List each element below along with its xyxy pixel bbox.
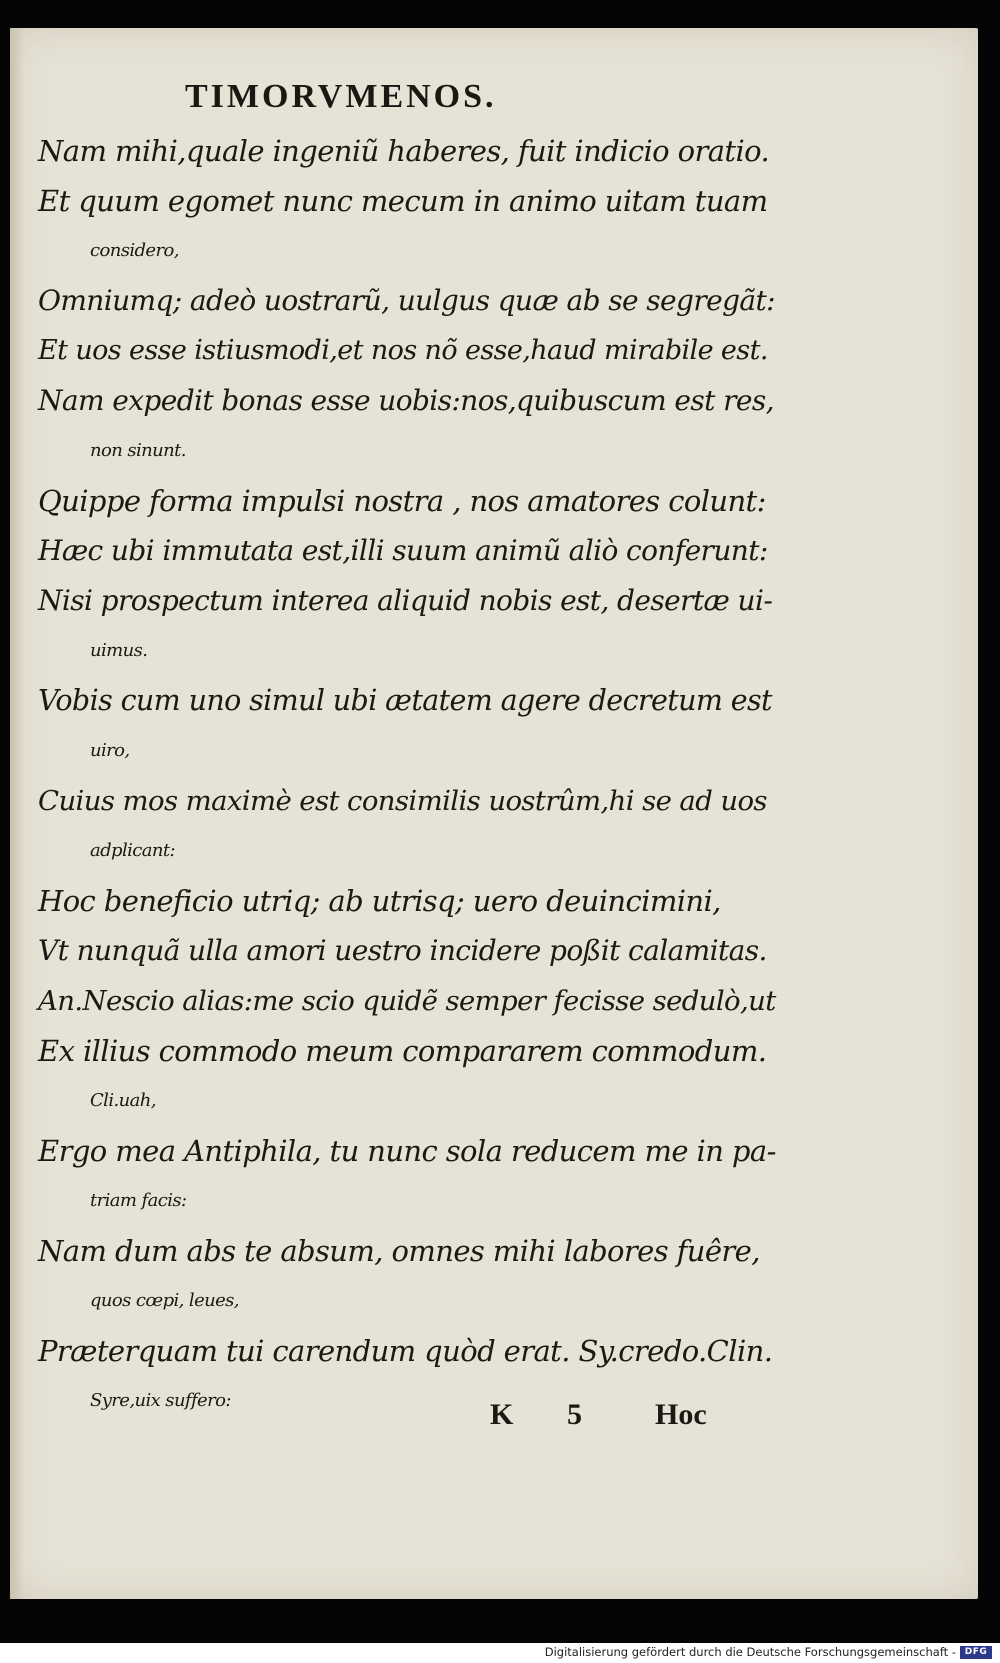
verse-line: Nam expedit bonas esse uobis:nos,quibuscum est res, <box>38 384 774 417</box>
signature-letter: K <box>490 1398 514 1431</box>
verse-line: Vt nunquã ulla amori uestro incidere poßit calamitas. <box>38 934 767 967</box>
digitization-footer <box>0 1643 1000 1663</box>
verse-line-continuation: adplicant: <box>90 840 175 861</box>
verse-line: Ex illius commodo meum compararem commodum. <box>38 1034 767 1068</box>
signature-line <box>490 1398 770 1442</box>
verse-line-continuation: Cli.uah, <box>90 1090 156 1111</box>
book-page <box>10 28 978 1599</box>
verse-line-continuation: uimus. <box>90 640 148 661</box>
verse-line-continuation: triam facis: <box>90 1190 187 1211</box>
verse-line: Hoc beneficio utriq; ab utrisq; uero deuincimini, <box>38 884 721 918</box>
verse-line: Præterquam tui carendum quòd erat. Sy.credo.Clin. <box>38 1334 773 1368</box>
page-gutter-shadow <box>10 28 24 1599</box>
verse-line: Cuius mos maximè est consimilis uostrûm,hi se ad uos <box>38 785 767 817</box>
verse-line: Vobis cum uno simul ubi ætatem agere decretum est <box>38 684 772 717</box>
signature-number: 5 <box>567 1398 582 1431</box>
verse-line: Omniumq; adeò uostrarũ, uulgus quæ ab se segregãt: <box>38 284 775 317</box>
verse-line: Et quum egomet nunc mecum in animo uitam tuam <box>38 184 768 218</box>
verse-line-continuation: uiro, <box>90 740 130 761</box>
funding-credit: Digitalisierung gefördert durch die Deutsche Forschungsgemeinschaft - <box>544 1645 956 1659</box>
catchword: Hoc <box>655 1398 707 1431</box>
dfg-logo: DFG <box>960 1646 992 1659</box>
verse-line: Ergo mea Antiphila, tu nunc sola reducem me in pa- <box>38 1134 776 1168</box>
running-head: TIMORVMENOS. <box>185 78 497 115</box>
verse-line-continuation: non sinunt. <box>90 440 186 461</box>
verse-line: Hæc ubi immutata est,illi suum animũ aliò conferunt: <box>38 534 768 567</box>
verse-line: Quippe forma impulsi nostra , nos amatores colunt: <box>38 484 766 518</box>
verse-line: Et uos esse istiusmodi,et nos nõ esse,haud mirabile est. <box>38 335 768 366</box>
verse-line: Nam dum abs te absum, omnes mihi labores fuêre, <box>38 1234 760 1268</box>
verse-line: Nam mihi,quale ingeniũ haberes, fuit indicio oratio. <box>38 134 770 168</box>
verse-line: Nisi prospectum interea aliquid nobis est, desertæ ui- <box>38 584 773 617</box>
verse-line-continuation: Syre,uix suffero: <box>90 1390 231 1411</box>
verse-line-continuation: considero, <box>90 240 179 261</box>
verse-text-block <box>38 126 778 1426</box>
verse-line: An.Nescio alias:me scio quidẽ semper fecisse sedulò,ut <box>38 985 776 1017</box>
verse-line-continuation: quos cœpi, leues, <box>90 1290 239 1311</box>
